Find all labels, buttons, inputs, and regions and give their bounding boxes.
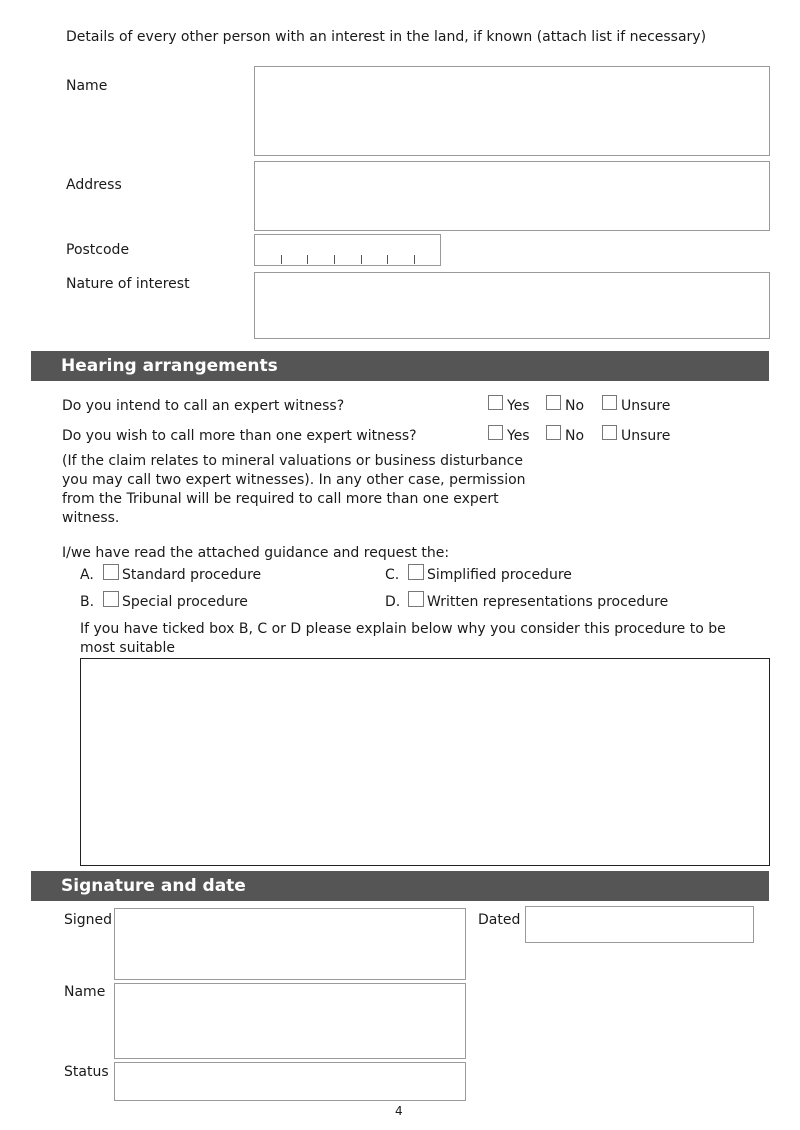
dated-field[interactable] xyxy=(525,906,754,943)
procedure-explanation-field[interactable] xyxy=(80,658,770,866)
nature-of-interest-label: Nature of interest xyxy=(66,276,190,292)
other-address-field[interactable] xyxy=(254,161,770,231)
postcode-divider xyxy=(361,255,362,264)
postcode-divider xyxy=(307,255,308,264)
postcode-divider xyxy=(387,255,388,264)
signed-label: Signed xyxy=(64,912,113,928)
other-person-intro: Details of every other person with an interest in the land, if known (attach list if necessary) xyxy=(66,29,707,45)
signed-field[interactable] xyxy=(114,908,466,980)
q2-unsure-checkbox[interactable] xyxy=(602,425,617,440)
postcode-divider xyxy=(334,255,335,264)
standard-procedure-label: Standard procedure xyxy=(122,567,262,583)
postcode-divider xyxy=(414,255,415,264)
special-procedure-checkbox[interactable] xyxy=(103,591,119,607)
postcode-field[interactable] xyxy=(254,234,441,266)
q2-unsure-label: Unsure xyxy=(621,428,671,444)
q2-yes-checkbox[interactable] xyxy=(488,425,503,440)
q1-no-checkbox[interactable] xyxy=(546,395,561,410)
q1-yes-label: Yes xyxy=(507,398,530,414)
other-name-label: Name xyxy=(66,78,108,94)
signature-name-field[interactable] xyxy=(114,983,466,1059)
procedure-d-letter: D. xyxy=(385,594,401,610)
simplified-procedure-label: Simplified procedure xyxy=(427,567,572,583)
expert-witness-question: Do you intend to call an expert witness? xyxy=(62,398,345,414)
simplified-procedure-checkbox[interactable] xyxy=(408,564,424,580)
q1-unsure-label: Unsure xyxy=(621,398,671,414)
signature-name-label: Name xyxy=(64,984,106,1000)
postcode-label: Postcode xyxy=(66,242,130,258)
other-name-field[interactable] xyxy=(254,66,770,156)
postcode-divider xyxy=(281,255,282,264)
special-procedure-label: Special procedure xyxy=(122,594,248,610)
q1-unsure-checkbox[interactable] xyxy=(602,395,617,410)
procedure-b-letter: B. xyxy=(80,594,95,610)
other-address-label: Address xyxy=(66,177,122,193)
q2-no-checkbox[interactable] xyxy=(546,425,561,440)
nature-of-interest-field[interactable] xyxy=(254,272,770,339)
written-representations-checkbox[interactable] xyxy=(408,591,424,607)
dated-label: Dated xyxy=(478,912,521,928)
hearing-arrangements-header: Hearing arrangements xyxy=(31,351,769,381)
q2-yes-label: Yes xyxy=(507,428,530,444)
procedure-explanation-prompt: If you have ticked box B, C or D please explain below why you consider this procedure to be most suitable xyxy=(80,621,726,656)
procedure-c-letter: C. xyxy=(385,567,400,583)
procedure-request-intro: I/we have read the attached guidance and request the: xyxy=(62,545,450,561)
signature-date-header: Signature and date xyxy=(31,871,769,901)
written-representations-label: Written representations procedure xyxy=(427,594,669,610)
procedure-a-letter: A. xyxy=(80,567,94,583)
expert-witness-note: (If the claim relates to mineral valuations or business disturbance you may call two expert witnesses). In any other case, permission from the Tribunal will be required to call more than one expert witness. xyxy=(62,453,526,526)
multiple-expert-question: Do you wish to call more than one expert witness? xyxy=(62,428,417,444)
q1-no-label: No xyxy=(565,398,585,414)
status-label: Status xyxy=(64,1064,109,1080)
standard-procedure-checkbox[interactable] xyxy=(103,564,119,580)
q1-yes-checkbox[interactable] xyxy=(488,395,503,410)
page-number: 4 xyxy=(395,1104,403,1118)
status-field[interactable] xyxy=(114,1062,466,1101)
q2-no-label: No xyxy=(565,428,585,444)
